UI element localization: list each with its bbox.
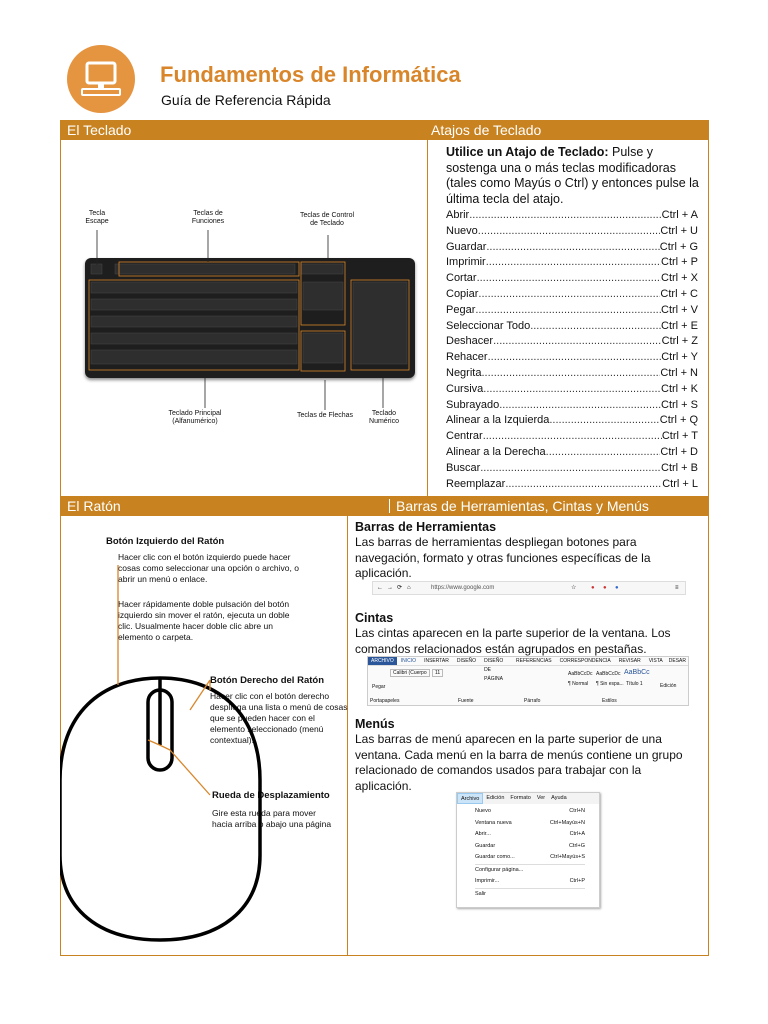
ribbon-tab[interactable]: ARCHIVO (368, 657, 397, 665)
style-preview[interactable]: AaBbCc (624, 669, 650, 676)
section-keyboard: El Teclado (67, 122, 132, 138)
extension-icon[interactable]: ● (591, 585, 595, 591)
shortcuts-intro: Utilice un Atajo de Teclado: Pulse y sostenga una o más teclas modificadoras (tales como Mayús o Ctrl) y entonces pulse la última tecla del atajo. (446, 145, 699, 206)
extension-icon[interactable]: ● (615, 585, 619, 591)
menu-item[interactable]: Guardar Ctrl+G (475, 842, 585, 849)
divider (427, 140, 428, 496)
url-bar[interactable]: https://www.google.com (431, 585, 495, 591)
font-selector[interactable]: Calibri (Cuerpo (390, 669, 430, 677)
menus-text: Las barras de menú aparecen en la parte superior de una ventana. Cada menú en la barra de menús contiene un grupo relacionado de comandos usados para trabajar con la aplicación. (355, 732, 683, 793)
ribbons-text: Las cintas aparecen en la parte superior de la ventana. Los comandos relacionados están agrupados en pestañas. (355, 626, 671, 656)
style-name: ¶ Normal (568, 681, 589, 687)
ribbon-tab[interactable]: INICIO (400, 658, 417, 664)
keyboard-leaders (60, 225, 420, 415)
shortcut-row: Alinear a la Izquierda ..... Ctrl + Q (446, 413, 698, 429)
shortcut-row: Seleccionar Todo ..... Ctrl + E (446, 319, 698, 335)
style-preview[interactable]: AaBbCcDc (568, 671, 593, 677)
menubar-item[interactable]: Ayuda (551, 795, 567, 801)
shortcut-row: Alinear a la Derecha ..... Ctrl + D (446, 445, 698, 461)
shortcut-row: Rehacer ..... Ctrl + Y (446, 350, 698, 366)
ribbon-group-label: Párrafo (524, 698, 541, 704)
right-button-text: Hacer clic con el botón derecho despliega una lista o menú de cosas que se pueden hacer con el elemento seleccionado (menú contextual). (210, 691, 348, 745)
menu-icon[interactable]: ≡ (675, 585, 679, 591)
menubar-item[interactable]: Formato (510, 795, 531, 801)
bar-separator (389, 499, 390, 513)
extension-icon[interactable]: ● (603, 585, 607, 591)
mouse-illustration (60, 540, 340, 950)
shortcut-row: Copiar ..... Ctrl + C (446, 287, 698, 303)
toolbars-title: Barras de Herramientas (355, 520, 497, 534)
menubar-item[interactable]: Ver (536, 795, 546, 801)
section-toolbars: Barras de Herramientas, Cintas y Menús (396, 498, 649, 514)
shortcut-row: Buscar ..... Ctrl + B (446, 461, 698, 477)
wheel-text: Gire esta rueda para mover hacia arriba o abajo una página (212, 808, 332, 829)
section-mouse: El Ratón (67, 498, 121, 514)
menu-item[interactable]: Ventana nueva Ctrl+Mayús+N (475, 819, 585, 826)
computer-icon (78, 59, 124, 99)
label-escape: Tecla Escape (85, 210, 109, 225)
left-button-text1: Hacer clic con el botón izquierdo puede hacer cosas como seleccionar una opción o archivo, o abrir un menú o enlace. (118, 552, 299, 584)
shortcut-row: Subrayado ..... Ctrl + S (446, 398, 698, 414)
label-numeric: Teclado Numérico (369, 410, 399, 425)
menu-item[interactable]: Salir (475, 890, 487, 897)
label-main: Teclado Principal (Alfanumérico) (168, 410, 222, 425)
shortcut-row: Guardar ..... Ctrl + G (446, 240, 698, 256)
file-menu (457, 804, 599, 900)
star-icon[interactable]: ☆ (571, 585, 577, 591)
menubar-item[interactable]: Edición (486, 795, 505, 801)
style-name: ¶ Sin espa... (596, 681, 624, 687)
font-size[interactable]: 11 (432, 669, 443, 677)
browser-toolbar (372, 581, 686, 595)
edit-group[interactable]: Edición (660, 683, 677, 689)
ribbon-group-label: Fuente (458, 698, 474, 704)
back-icon[interactable]: ← (377, 585, 383, 591)
page-subtitle: Guía de Referencia Rápida (161, 92, 331, 108)
ribbon-tab[interactable]: VISTA (648, 658, 663, 664)
home-icon[interactable]: ⌂ (407, 585, 411, 591)
shortcut-row: Reemplazar ..... Ctrl + L (446, 477, 698, 493)
style-name: Título 1 (626, 681, 643, 687)
reload-icon[interactable]: ⟳ (397, 585, 403, 591)
ribbon-group-label: Portapapeles (370, 698, 400, 704)
ribbon-tab[interactable]: DISEÑO (456, 658, 477, 664)
shortcut-row: Negrita ..... Ctrl + N (446, 366, 698, 382)
forward-icon[interactable]: → (387, 585, 393, 591)
menu-image (456, 792, 600, 908)
menu-item[interactable]: Configurar página... (475, 866, 524, 873)
label-arrows: Teclas de Flechas (296, 412, 354, 419)
right-button-title: Botón Derecho del Ratón (210, 675, 325, 686)
ribbon-group-label: Estilos (602, 698, 617, 704)
shortcut-row: Imprimir ..... Ctrl + P (446, 255, 698, 271)
section-shortcuts: Atajos de Teclado (431, 122, 542, 138)
label-control: Teclas de Control de Teclado (299, 212, 355, 227)
left-button-text2: Hacer rápidamente doble pulsación del botón izquierdo sin mover el ratón, ejecuta un doble clic. Usualmente hacer doble clic abre un elemento o carpeta. (118, 599, 290, 642)
shortcut-row: Abrir ..... Ctrl + A (446, 208, 698, 224)
menubar-item[interactable]: Archivo (457, 793, 483, 804)
ribbon-tab[interactable]: REFERENCIAS (516, 658, 552, 664)
ribbon-image (367, 656, 689, 706)
section-bar (60, 120, 709, 140)
menubar (457, 793, 599, 804)
menu-item[interactable]: Imprimir... Ctrl+P (475, 876, 585, 889)
left-button-title: Botón Izquierdo del Ratón (106, 536, 225, 547)
shortcut-row: Centrar ..... Ctrl + T (446, 429, 698, 445)
ribbon-tab[interactable]: REVISAR (618, 658, 641, 664)
ribbons-title: Cintas (355, 611, 394, 625)
paste-button[interactable]: Pegar (372, 684, 386, 690)
wheel-title: Rueda de Desplazamiento (212, 790, 330, 801)
ribbon-tab[interactable]: CORRESPONDENCIA (559, 658, 611, 664)
shortcut-row: Cursiva ..... Ctrl + K (446, 382, 698, 398)
shortcut-list (446, 208, 698, 492)
ribbon-tab[interactable]: DISEÑO DE PÁGINA (484, 658, 504, 682)
ribbon-tab[interactable]: INSERTAR (424, 658, 449, 664)
shortcut-row: Deshacer ..... Ctrl + Z (446, 334, 698, 350)
computer-logo (67, 45, 135, 113)
style-preview[interactable]: AaBbCcDc (596, 671, 621, 677)
label-functions: Teclas de Funciones (191, 210, 225, 225)
menu-item[interactable]: Abrir... Ctrl+A (475, 831, 585, 837)
menu-item[interactable]: Guardar como... Ctrl+Mayús+S (475, 852, 585, 865)
toolbars-text: Las barras de herramientas despliegan botones para navegación, formato y otras funciones específicas de la aplicación. (355, 535, 651, 580)
shortcut-row: Cortar ..... Ctrl + X (446, 271, 698, 287)
menu-item[interactable]: Nuevo Ctrl+N (475, 808, 585, 814)
page-title: Fundamentos de Informática (160, 62, 461, 87)
menus-title: Menús (355, 717, 395, 731)
shortcut-row: Pegar ..... Ctrl + V (446, 303, 698, 319)
shortcut-row: Nuevo ..... Ctrl + U (446, 224, 698, 240)
ribbon-tab[interactable]: DESAR (668, 658, 686, 664)
